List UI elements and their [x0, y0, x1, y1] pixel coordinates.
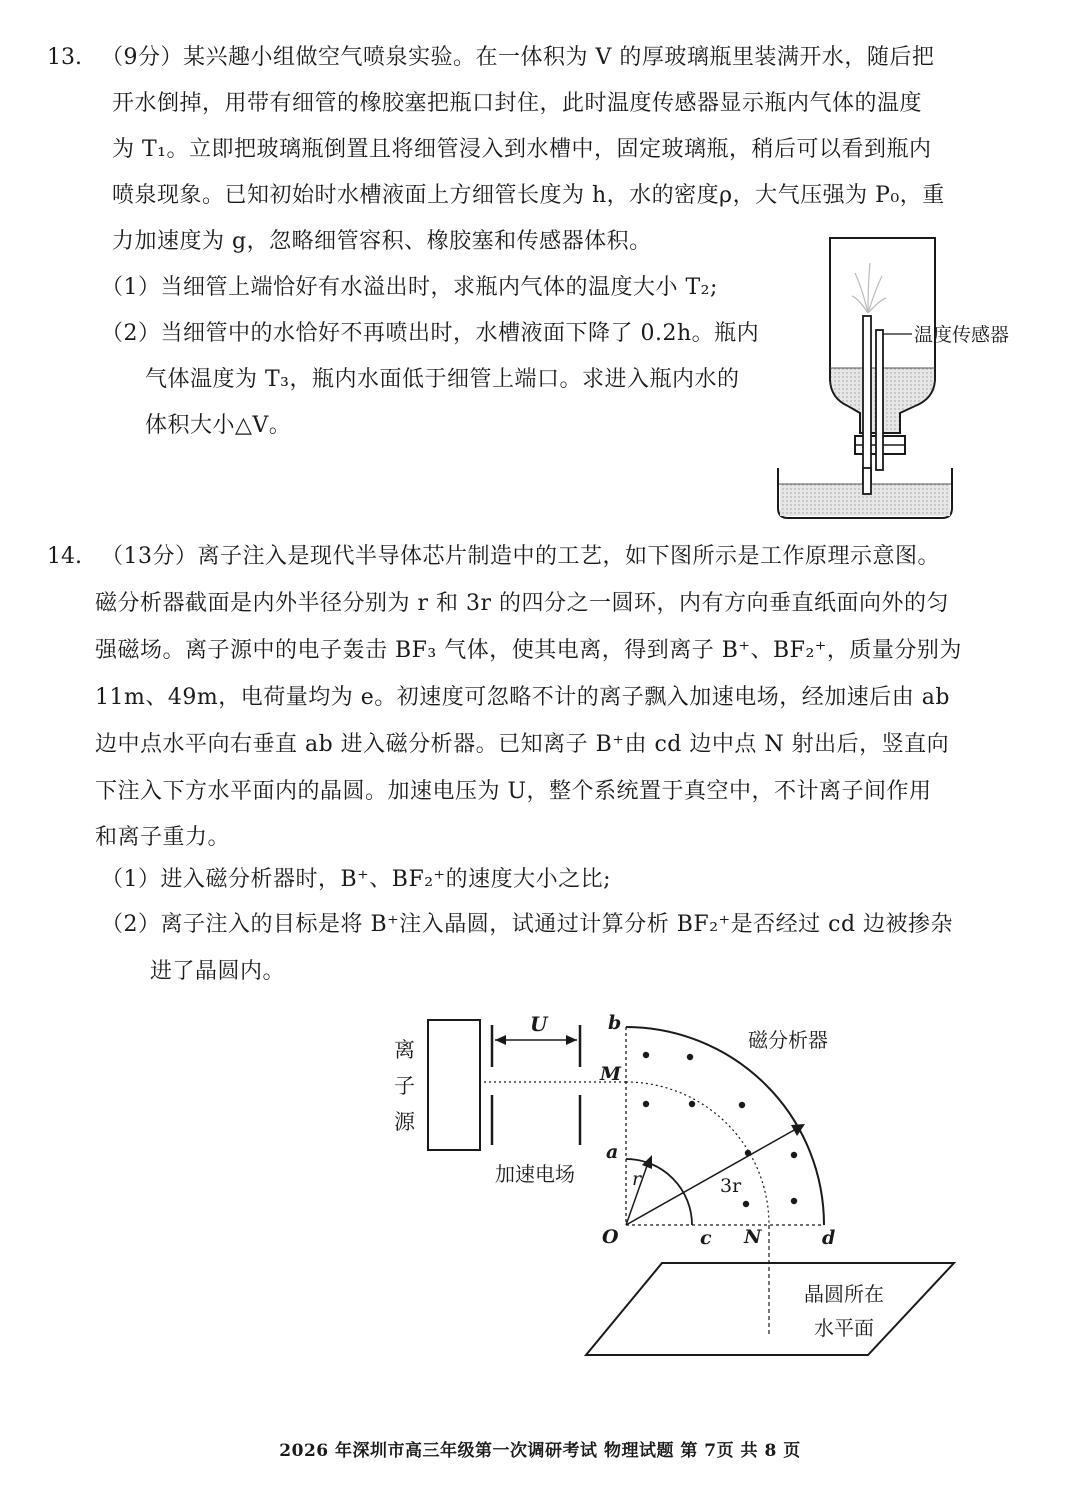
sensor-label: 温度传感器	[914, 324, 1010, 346]
q14-line-3: 强磁场。离子源中的电子轰击 BF₃ 气体，使其电离，得到离子 B⁺、BF₂⁺，质量分别为	[95, 638, 962, 663]
q14-part-2-line-2: 进了晶圆内。	[150, 959, 286, 984]
q13-line-4: 喷泉现象。已知初始时水槽液面上方细管长度为 h，水的密度ρ，大气压强为 P₀，重	[112, 183, 945, 208]
page-footer: 2026 年深圳市高三年级第一次调研考试 物理试题 第 7页 共 8 页	[279, 1441, 801, 1461]
radius-r-label: r	[632, 1168, 642, 1190]
q14-number: 14.	[47, 544, 82, 569]
wafer-plane	[586, 1263, 954, 1355]
point-m-label: M	[600, 1063, 622, 1085]
q13-line-3: 为 T₁。立即把玻璃瓶倒置且将细管浸入到水槽中，固定玻璃瓶，稍后可以看到瓶内	[112, 137, 932, 162]
q14-part-2-line-1: （2）离子注入的目标是将 B⁺注入晶圆，试通过计算分析 BF₂⁺是否经过 cd 边被掺杂	[101, 912, 954, 937]
q14-ion-implant-figure	[380, 1005, 980, 1395]
q14-line-5: 边中点水平向右垂直 ab 进入磁分析器。已知离子 B⁺由 cd 边中点 N 射出后，竖直向	[95, 732, 950, 757]
q14-part-1: （1）进入磁分析器时，B⁺、BF₂⁺的速度大小之比;	[101, 867, 612, 892]
source-label-3: 源	[394, 1110, 415, 1134]
q14-line-7: 和离子重力。	[95, 825, 231, 850]
q14-line-2: 磁分析器截面是内外半径分别为 r 和 3r 的四分之一圆环，内有方向垂直纸面向外的匀	[95, 591, 950, 616]
wafer-label-1: 晶圆所在	[804, 1282, 884, 1306]
source-label-1: 离	[394, 1038, 415, 1062]
q14-line-6: 下注入下方水平面内的晶圆。加速电压为 U，整个系统置于真空中，不计离子间作用	[95, 779, 932, 804]
q14-line-1: （13分）离子注入是现代半导体芯片制造中的工艺，如下图所示是工作原理示意图。	[101, 544, 940, 569]
q13-number: 13.	[47, 45, 82, 70]
q13-part-1: （1）当细管上端恰好有水溢出时，求瓶内气体的温度大小 T₂;	[101, 275, 718, 300]
analyzer-label: 磁分析器	[748, 1028, 828, 1052]
q13-part-2-line-1: （2）当细管中的水恰好不再喷出时，水槽液面下降了 0.2h。瓶内	[101, 321, 760, 346]
temperature-sensor	[876, 330, 883, 470]
fountain-spray	[852, 263, 886, 313]
wafer-label-2: 水平面	[814, 1316, 874, 1340]
radius-3r-label: 3r	[720, 1175, 742, 1197]
point-n-label: N	[744, 1226, 762, 1248]
voltage-label: U	[530, 1012, 548, 1036]
ion-source-box	[428, 1020, 480, 1150]
source-label-2: 子	[394, 1074, 415, 1098]
q13-line-1: （9分）某兴趣小组做空气喷泉实验。在一体积为 V 的厚玻璃瓶里装满开水，随后把	[101, 45, 935, 70]
point-b-label: b	[608, 1012, 622, 1034]
point-c-label: c	[700, 1227, 712, 1249]
point-o-label: O	[602, 1226, 619, 1248]
field-label: 加速电场	[495, 1162, 575, 1186]
q13-line-5: 力加速度为 g，忽略细管容积、橡胶塞和传感器体积。	[112, 229, 652, 254]
q13-part-2-line-3: 体积大小△V。	[145, 413, 292, 438]
point-d-label: d	[822, 1227, 836, 1249]
point-a-label: a	[606, 1141, 619, 1163]
q13-part-2-line-2: 气体温度为 T₃，瓶内水面低于细管上端口。求进入瓶内水的	[145, 367, 740, 392]
q14-line-4: 11m、49m，电荷量均为 e。初速度可忽略不计的离子飘入加速电场，经加速后由 ab	[95, 685, 950, 710]
q13-line-2: 开水倒掉，用带有细管的橡胶塞把瓶口封住，此时温度传感器显示瓶内气体的温度	[112, 91, 923, 116]
q13-bottle-figure	[770, 228, 1060, 528]
